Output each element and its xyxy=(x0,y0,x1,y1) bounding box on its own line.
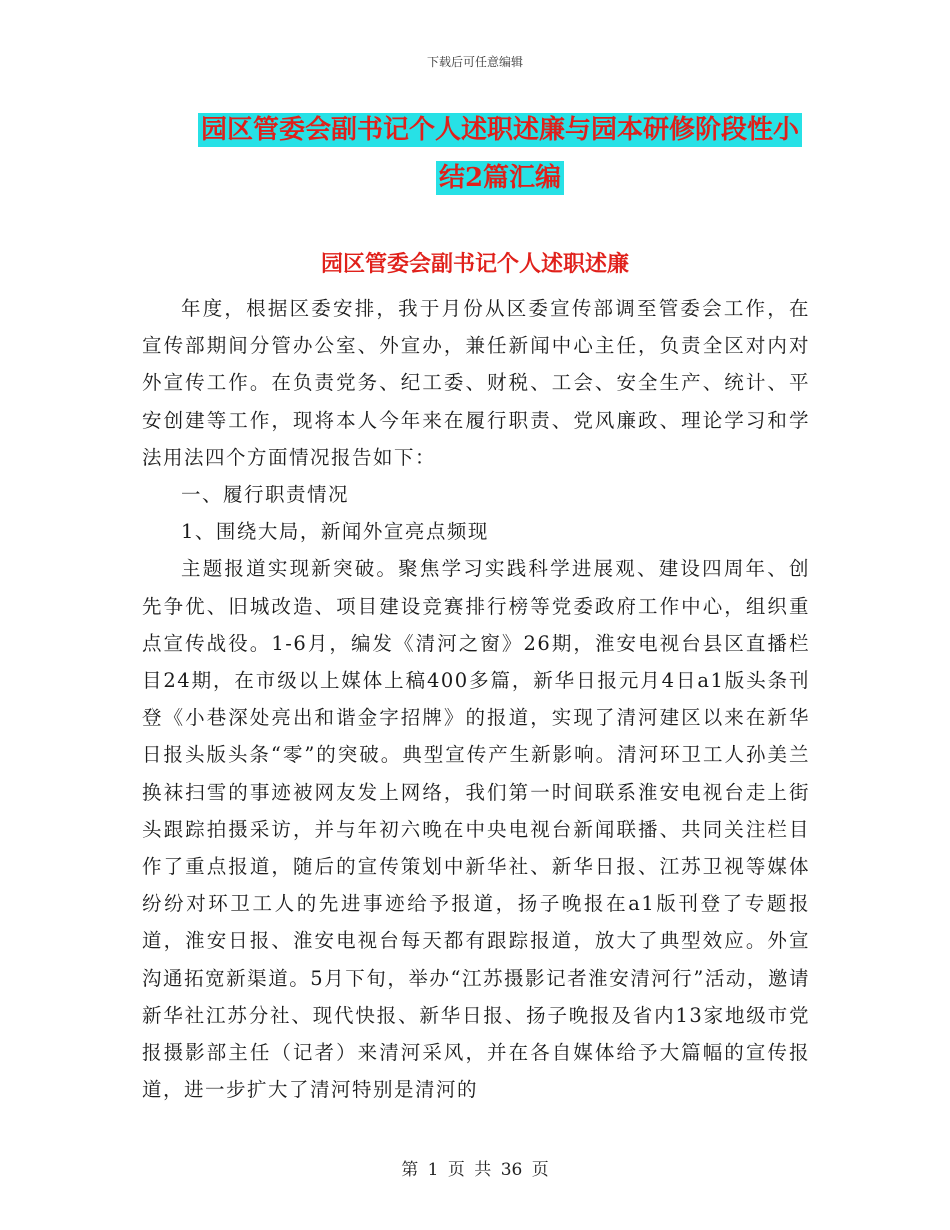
paragraph: 1、围绕大局，新闻外宣亮点频现 xyxy=(181,520,489,544)
header-note: 下载后可任意编辑 xyxy=(426,55,523,69)
document-title-line-2: 结2篇汇编 xyxy=(436,161,564,195)
page-indicator: 第 1 页 共 36 页 xyxy=(401,1160,549,1180)
body-text xyxy=(142,290,810,1108)
paragraph: 年度，根据区委安排，我于月份从区委宣传部调至管委会工作，在宣传部期间分管办公室、外宣办，兼任新闻中心主任，负责全区对内对外宣传工作。在负责党务、纪工委、财税、工会、安全生产、统计、平安创建等工作，现将本人今年来在履行职责、党风廉政、理论学习和学法用法四个方面情况报告如下： xyxy=(142,297,810,469)
paragraph: 一、履行职责情况 xyxy=(181,483,350,507)
paragraph: 主题报道实现新突破。聚焦学习实践科学进展观、建设四周年、创先争优、旧城改造、项目建设竞赛排行榜等党委政府工作中心，组织重点宣传战役。1-6月，编发《清河之窗》26期，淮安电视台县区直播栏目24期，在市级以上媒体上稿400多篇，新华日报元月4日a1版头条刊登《小巷深处亮出和谐金字招牌》的报道，实现了清河建区以来在新华日报头版头条“零”的突破。典型宣传产生新影响。清河环卫工人孙美兰换袜扫雪的事迹被网友发上网络，我们第一时间联系淮安电视台走上街头跟踪拍摄采访，并与年初六晚在中央电视台新闻联播、共同关注栏目作了重点报道，随后的宣传策划中新华社、新华日报、江苏卫视等媒体纷纷对环卫工人的先进事迹给予报道，扬子晚报在a1版刊登了专题报道，淮安日报、淮安电视台每天都有跟踪报道，放大了典型效应。外宣沟通拓宽新渠道。5月下旬，举办“江苏摄影记者淮安清河行”活动，邀请新华社江苏分社、现代快报、新华日报、扬子晚报及省内13家地级市党报摄影部主任（记者）来清河采风，并在各自媒体给予大篇幅的宣传报道，进一步扩大了清河特别是清河的 xyxy=(142,557,810,1102)
document-title-line-1: 园区管委会副书记个人述职述廉与园本研修阶段性小 xyxy=(198,113,802,147)
document-title xyxy=(190,106,810,202)
section-title: 园区管委会副书记个人述职述廉 xyxy=(320,251,629,277)
